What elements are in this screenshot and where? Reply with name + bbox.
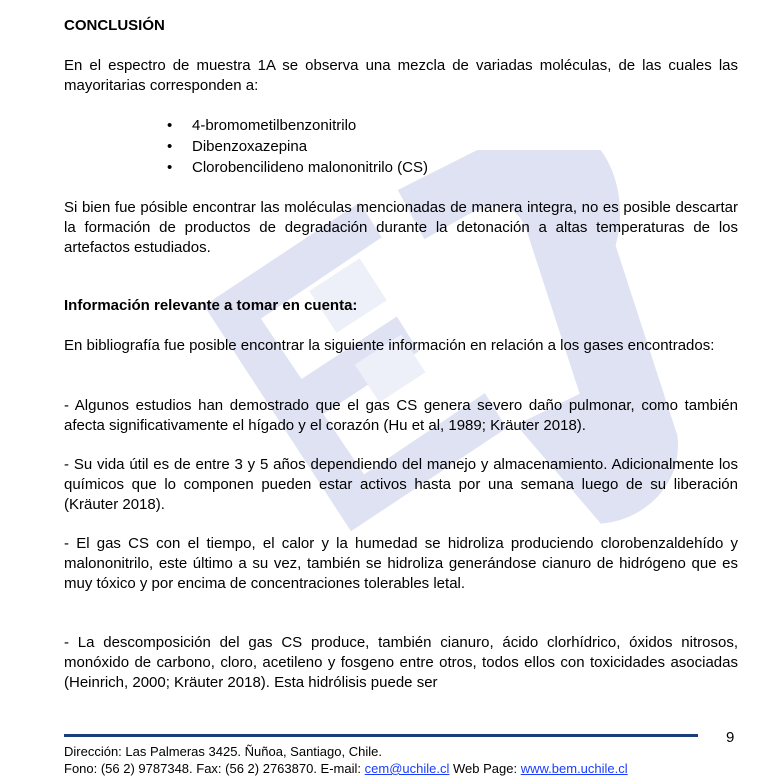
conclusion-heading: CONCLUSIÓN	[64, 17, 165, 34]
relevant-intro: En bibliografía fue posible encontrar la siguiente información en relación a los gases encontrados:	[64, 337, 715, 354]
footer-contact	[64, 761, 628, 777]
relevant-point: - El gas CS con el tiempo, el calor y la humedad se hidroliza produciendo clorobenzaldehído y malononitrilo, este último a su vez, también se hidroliza generándose cianuro de hidrógeno que es muy tóxico y por encima de concentraciones tolerables letal.	[64, 535, 738, 592]
conclusion-closing: Si bien fue pósible encontrar las moléculas mencionadas de manera integra, no es posible descartar la formación de productos de degradación durante la detonación a altas temperaturas de los artefactos estudiados.	[64, 199, 738, 256]
relevant-point: - Algunos estudios han demostrado que el gas CS genera severo daño pulmonar, como también afecta significativamente el hígado y el corazón (Hu et al, 1989; Kräuter 2018).	[64, 397, 738, 434]
footer-web-label: Web Page:	[453, 761, 518, 776]
website-link[interactable]: www.bem.uchile.cl	[520, 761, 628, 776]
footer-address: Dirección: Las Palmeras 3425. Ñuñoa, Santiago, Chile.	[64, 744, 382, 759]
relevant-point: - Su vida útil es de entre 3 y 5 años dependiendo del manejo y almacenamiento. Adicionalmente los químicos que lo componen pueden estar activos hasta por una semana luego de su liberación (Kräuter 2018).	[64, 456, 738, 513]
list-item: • 4-bromometilbenzonitrilo	[64, 115, 428, 136]
email-link[interactable]: cem@uchile.cl	[364, 761, 450, 776]
list-item: • Dibenzoxazepina	[64, 136, 428, 157]
molecule-list	[64, 115, 428, 178]
footer-divider	[64, 734, 698, 737]
page-number: 9	[726, 729, 735, 746]
relevant-point: - La descomposición del gas CS produce, también cianuro, ácido clorhídrico, óxidos nitrosos, monóxido de carbono, cloro, acetileno y fosgeno entre otros, todos ellos con toxicidades asociadas (Heinrich, 2000; Kräuter 2018). Esta hidrólisis puede ser	[64, 634, 738, 691]
relevant-heading: Información relevante a tomar en cuenta:	[64, 297, 358, 314]
footer-phone: Fono: (56 2) 9787348. Fax: (56 2) 2763870. E-mail:	[64, 761, 362, 776]
conclusion-intro: En el espectro de muestra 1A se observa una mezcla de variadas moléculas, de las cuales las mayoritarias corresponden a:	[64, 57, 738, 94]
list-item: • Clorobencilideno malononitrilo (CS)	[64, 157, 428, 178]
